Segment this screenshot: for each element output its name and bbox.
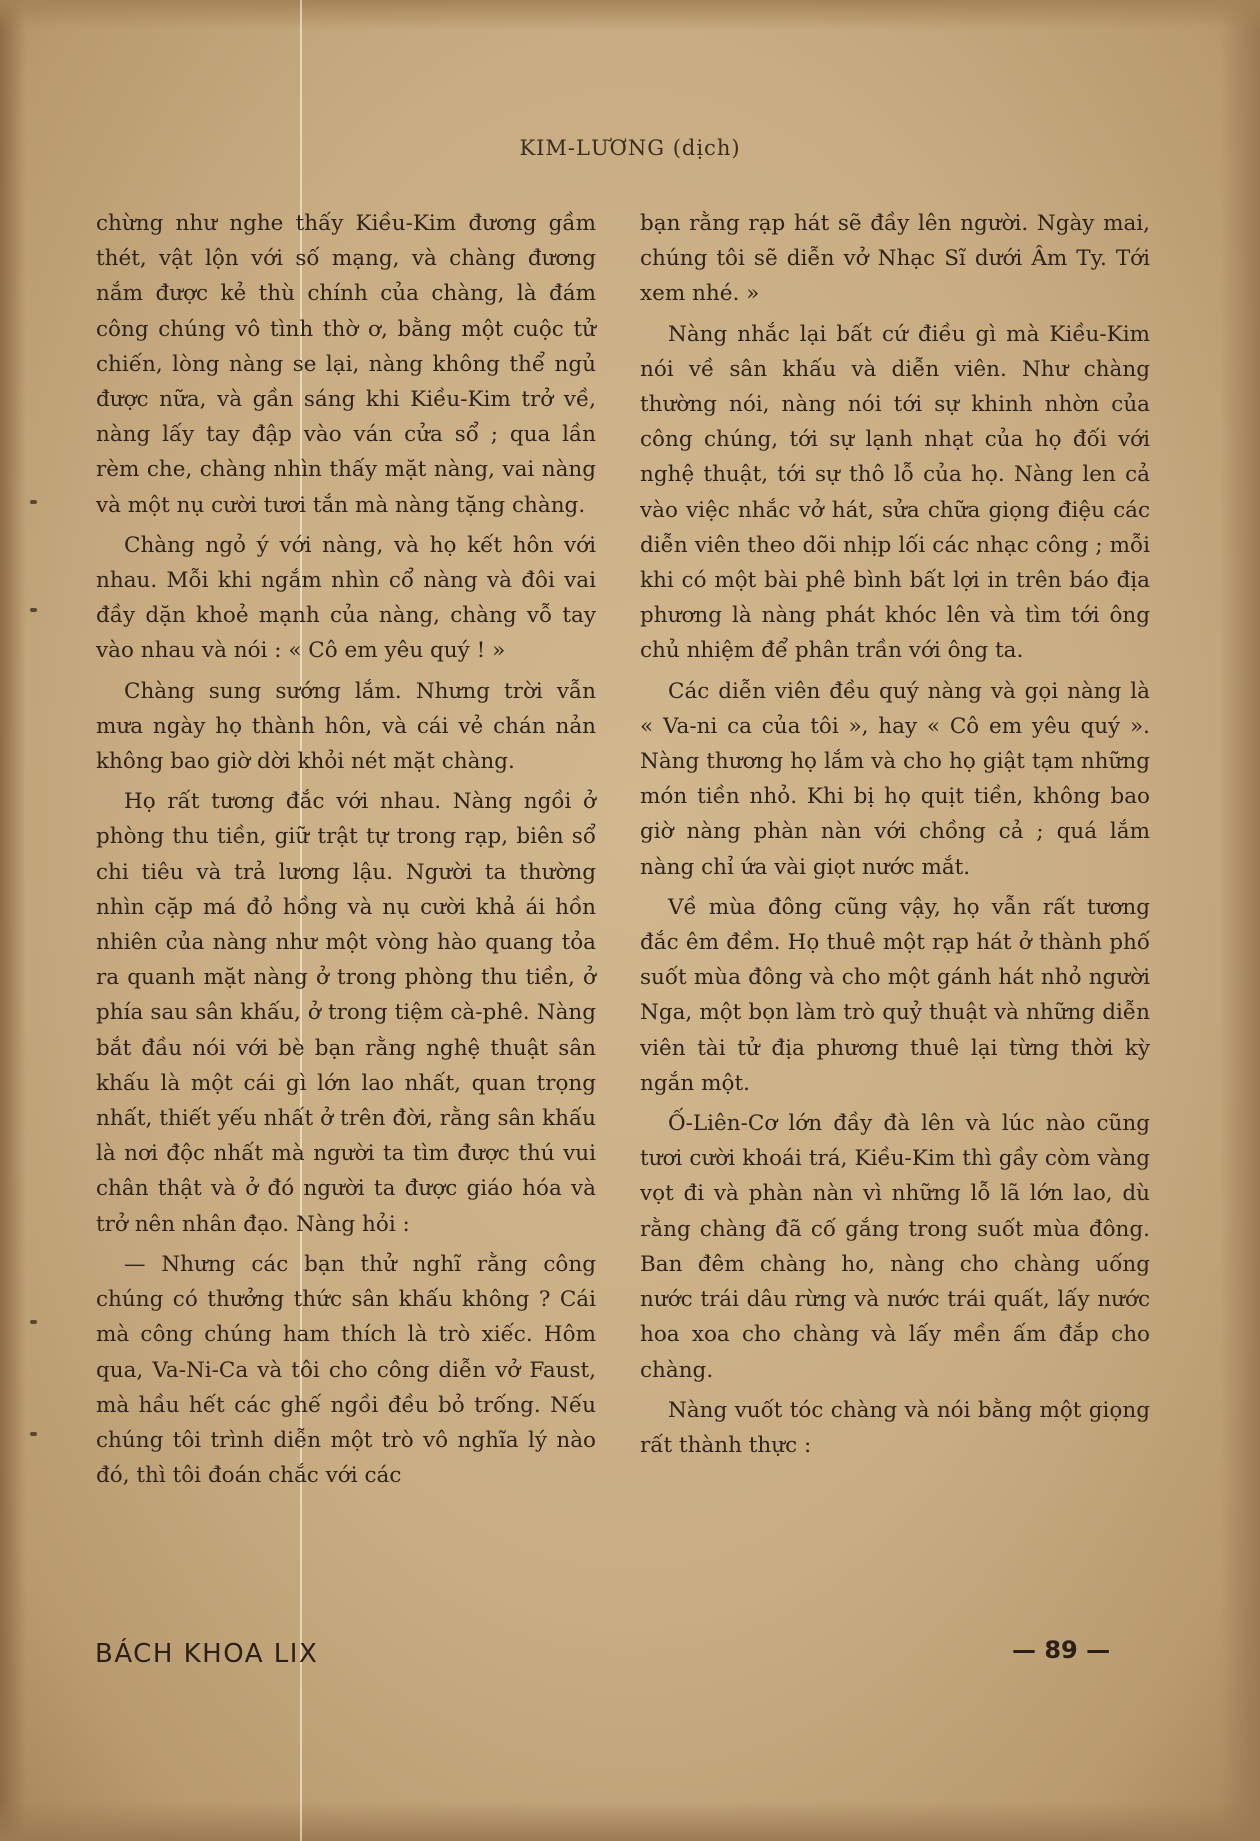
paragraph: Chàng sung sướng lắm. Nhưng trời vẫn mưa ngày họ thành hôn, và cái vẻ chán nản không bao giờ dời khỏi nét mặt chàng. xyxy=(96,678,596,775)
paragraph: chừng như nghe thấy Kiều-Kim đương gầm thét, vật lộn với số mạng, và chàng đương nắm được kẻ thù chính của chàng, là đám công chúng vô tình thờ ơ, bằng một cuộc tử chiến, lòng nàng se lại, nàng không thể ngủ được nữa, và gần sáng khi Kiều-Kim trở về, nàng lấy tay đập vào ván cửa sổ ; qua lần rèm che, chàng nhìn thấy mặt nàng, vai nàng và một nụ cười tươi tắn mà nàng tặng chàng. xyxy=(96,211,596,518)
page-edge-left xyxy=(0,0,26,1841)
page-number: — 89 — xyxy=(1012,1636,1111,1664)
paragraph: — Nhưng các bạn thử nghĩ rằng công chúng có thưởng thức sân khấu không ? Cái mà công chúng ham thích là trò xiếc. Hôm qua, Va-Ni-Ca và tôi cho công diễn vở Faust, mà hầu hết các ghế ngồi đều bỏ trống. Nếu chúng tôi trình diễn một trò vô nghĩa lý nào đó, thì tôi đoán chắc với các xyxy=(96,1251,596,1489)
margin-mark xyxy=(30,1320,37,1324)
paragraph: bạn rằng rạp hát sẽ đầy lên người. Ngày mai, chúng tôi sẽ diễn vở Nhạc Sĩ dưới Âm Ty. Tới xem nhé. » xyxy=(640,211,1150,307)
page-edge-right xyxy=(1220,0,1260,1841)
left-column xyxy=(96,206,596,1498)
paragraph: Nàng vuốt tóc chàng và nói bằng một giọng rất thành thực : xyxy=(640,1397,1150,1458)
page-edge-bottom xyxy=(0,1801,1260,1841)
paragraph: Chàng ngỏ ý với nàng, và họ kết hôn với nhau. Mỗi khi ngắm nhìn cổ nàng và đôi vai đầy dặn khoẻ mạnh của nàng, chàng vỗ tay vào nhau và nói : « Cô em yêu quý ! » xyxy=(96,532,596,664)
paragraph: Nàng nhắc lại bất cứ điều gì mà Kiều-Kim nói về sân khấu và diễn viên. Như chàng thường nói, nàng nói tới sự khinh nhờn của công chúng, tới sự lạnh nhạt của họ đối với nghệ thuật, tới sự thô lỗ của họ. Nàng len cả vào việc nhắc vở hát, sửa chữa giọng điệu các diễn viên theo dõi nhịp lối các nhạc công ; mỗi khi có một bài phê bình bất lợi in trên báo địa phương là nàng phát khóc lên và tìm tới ông chủ nhiệm để phân trần với ông ta. xyxy=(640,321,1150,664)
margin-mark xyxy=(30,1432,37,1436)
running-header: KIM-LƯƠNG (dịch) xyxy=(519,136,741,160)
margin-mark xyxy=(30,500,37,504)
paragraph: Ố-Liên-Cơ lớn đầy đà lên và lúc nào cũng tươi cười khoái trá, Kiều-Kim thì gầy còm vàng vọt đi và phàn nàn vì những lỗ lã lớn lao, dù rằng chàng đã cố gắng trong suốt mùa đông. Ban đêm chàng ho, nàng cho chàng uống nước trái dâu rừng và nước trái quất, lấy nước hoa xoa cho chàng và lấy mền ấm đắp cho chàng. xyxy=(640,1111,1150,1383)
paragraph: Các diễn viên đều quý nàng và gọi nàng là « Va-ni ca của tôi », hay « Cô em yêu quý ». Nàng thương họ lắm và cho họ giật tạm những món tiền nhỏ. Khi bị họ quịt tiền, không bao giờ nàng phàn nàn với chồng cả ; quá lắm nàng chỉ ứa vài giọt nước mắt. xyxy=(640,678,1150,880)
right-column xyxy=(640,206,1150,1468)
page-edge-top xyxy=(0,0,1260,30)
magazine-title: BÁCH KHOA LIX xyxy=(95,1639,319,1669)
paragraph: Về mùa đông cũng vậy, họ vẫn rất tương đắc êm đềm. Họ thuê một rạp hát ở thành phố suốt mùa đông và cho một gánh hát nhỏ người Nga, một bọn làm trò quỷ thuật và những diễn viên tài tử địa phương thuê lại từng thời kỳ ngắn một. xyxy=(640,894,1150,1096)
margin-mark xyxy=(30,608,37,612)
paragraph: Họ rất tương đắc với nhau. Nàng ngồi ở phòng thu tiền, giữ trật tự trong rạp, biên sổ chi tiêu và trả lương lậu. Người ta thường nhìn cặp má đỏ hồng và nụ cười khả ái hồn nhiên của nàng như một vòng hào quang tỏa ra quanh mặt nàng ở trong phòng thu tiền, ở phía sau sân khấu, ở trong tiệm cà-phê. Nàng bắt đầu nói với bè bạn rằng nghệ thuật sân khấu là một cái gì lớn lao nhất, quan trọng nhất, thiết yếu nhất ở trên đời, rằng sân khấu là nơi độc nhất mà người ta tìm được thú vui chân thật và ở đó người ta được giáo hóa và trở nên nhân đạo. Nàng hỏi : xyxy=(96,789,596,1237)
